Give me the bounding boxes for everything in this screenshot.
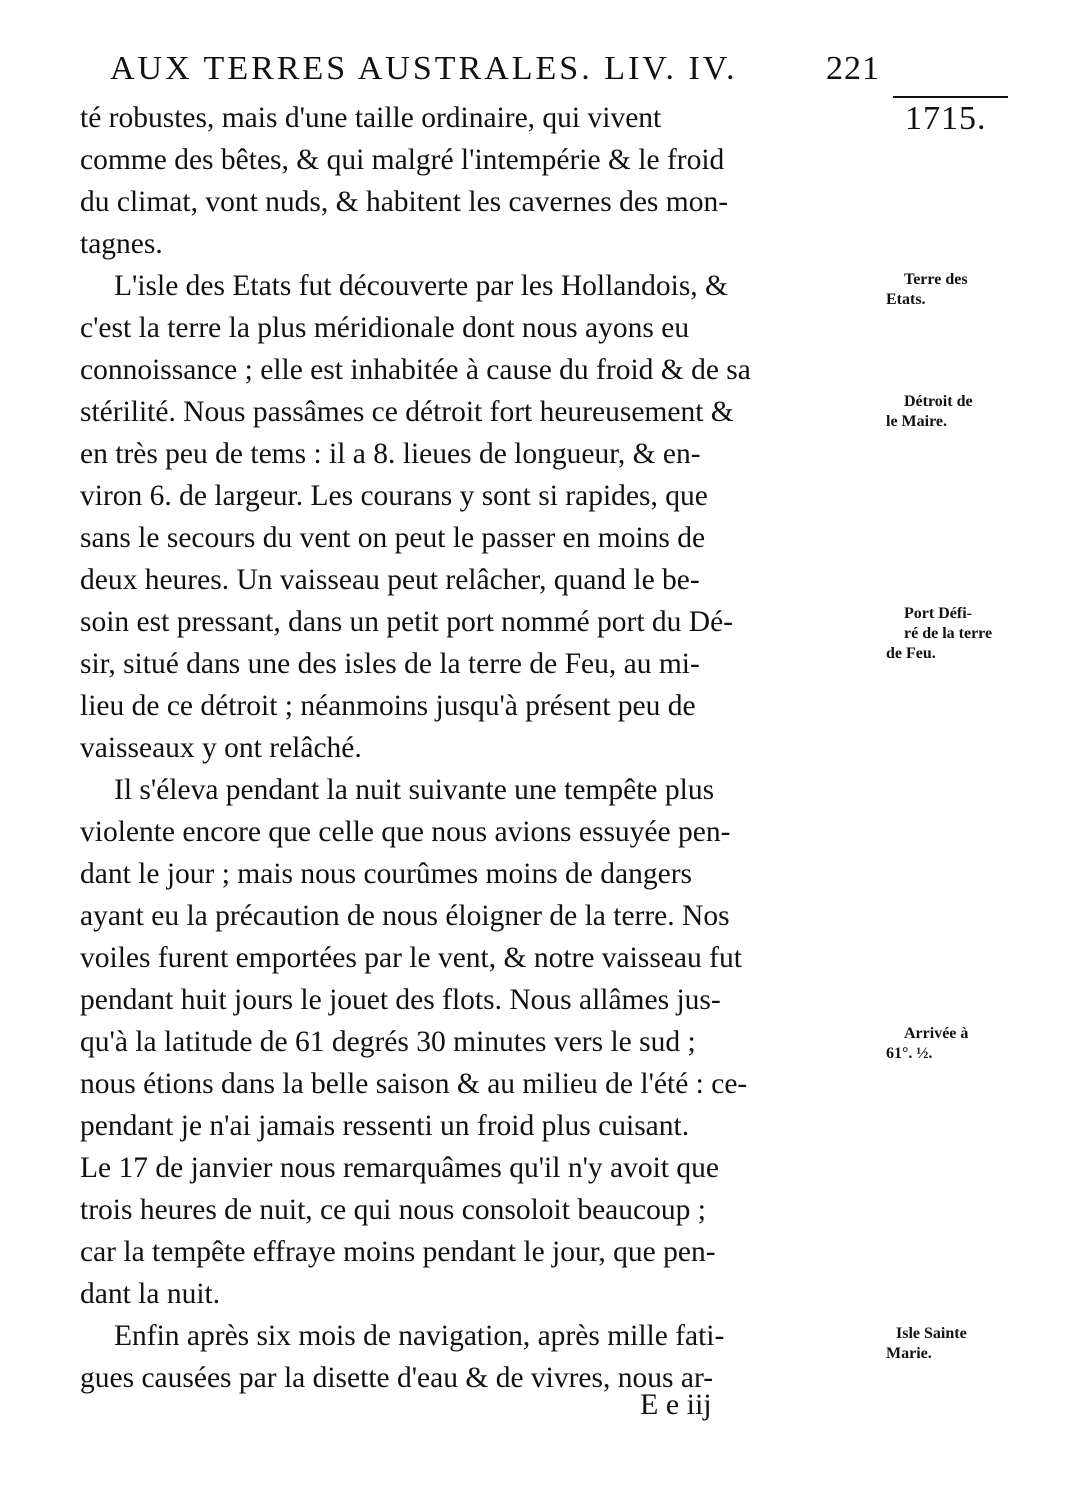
text-line: Il s'éleva pendant la nuit suivante une tempête plus <box>114 774 715 806</box>
text-line: viron 6. de largeur. Les courans y sont si rapides, que <box>80 480 708 512</box>
margin-note-line: Port Défi- <box>904 605 972 622</box>
text-line: car la tempête effraye moins pendant le jour, que pen- <box>80 1236 716 1268</box>
text-line: ayant eu la précaution de nous éloigner de la terre. Nos <box>80 900 730 932</box>
year-rule <box>893 96 1008 98</box>
margin-note-line: Détroit de <box>904 393 973 410</box>
text-line: en très peu de tems : il a 8. lieues de longueur, & en- <box>80 438 701 470</box>
margin-note-line: Terre des <box>904 271 968 288</box>
text-line: dant le jour ; mais nous courûmes moins de dangers <box>80 858 693 890</box>
text-line: lieu de ce détroit ; néanmoins jusqu'à présent peu de <box>80 690 696 722</box>
text-line: nous étions dans la belle saison & au milieu de l'été : ce- <box>80 1068 748 1100</box>
text-line: pendant huit jours le jouet des flots. Nous allâmes jus- <box>80 984 721 1016</box>
text-line: sans le secours du vent on peut le passer en moins de <box>80 522 706 554</box>
running-title: AUX TERRES AUSTRALES. LIV. IV. <box>110 50 738 87</box>
page-number: 221 <box>826 50 880 87</box>
margin-note-line: le Maire. <box>886 413 948 430</box>
running-head <box>110 50 890 88</box>
text-line: stérilité. Nous passâmes ce détroit fort heureusement & <box>80 396 734 428</box>
text-line: soin est pressant, dans un petit port nommé port du Dé- <box>80 606 733 638</box>
text-line: qu'à la latitude de 61 degrés 30 minutes vers le sud ; <box>80 1026 696 1058</box>
text-line: gues causées par la disette d'eau & de vivres, nous ar- <box>80 1362 714 1394</box>
text-line: tagnes. <box>80 228 163 260</box>
text-line: trois heures de nuit, ce qui nous consoloit beaucoup ; <box>80 1194 706 1226</box>
margin-note-line: Arrivée à <box>904 1025 969 1042</box>
margin-note-line: Isle Sainte <box>896 1325 967 1342</box>
text-line: voiles furent emportées par le vent, & notre vaisseau fut <box>80 942 742 974</box>
margin-note-port-desire <box>886 604 1084 664</box>
margin-note-line: de Feu. <box>886 645 936 662</box>
text-line: Enfin après six mois de navigation, après mille fati- <box>114 1320 725 1352</box>
text-line: comme des bêtes, & qui malgré l'intempérie & le froid <box>80 144 725 176</box>
margin-note-line: Etats. <box>886 291 926 308</box>
margin-note-arrivee <box>886 1024 1084 1064</box>
text-line: vaisseaux y ont relâché. <box>80 732 362 764</box>
margin-note-line: Marie. <box>886 1345 932 1362</box>
text-line: té robustes, mais d'une taille ordinaire, qui vivent <box>80 102 662 134</box>
signature-mark: E e iij <box>640 1388 712 1421</box>
text-line: sir, situé dans une des isles de la terre de Feu, au mi- <box>80 648 700 680</box>
text-line: dant la nuit. <box>80 1278 221 1310</box>
margin-note-terre-des-etats <box>886 270 1084 310</box>
margin-note-line: ré de la terre <box>904 625 993 642</box>
text-line: violente encore que celle que nous avions essuyée pen- <box>80 816 731 848</box>
text-line: Le 17 de janvier nous remarquâmes qu'il n'y avoit que <box>80 1152 719 1184</box>
margin-note-line: 61°. ½. <box>886 1045 933 1062</box>
text-line: L'isle des Etats fut découverte par les Hollandois, & <box>114 270 728 302</box>
text-line: du climat, vont nuds, & habitent les cavernes des mon- <box>80 186 729 218</box>
text-line: connoissance ; elle est inhabitée à cause du froid & de sa <box>80 354 751 386</box>
margin-year: 1715. <box>905 100 987 137</box>
text-line: deux heures. Un vaisseau peut relâcher, quand le be- <box>80 564 700 596</box>
text-line: pendant je n'ai jamais ressenti un froid plus cuisant. <box>80 1110 690 1142</box>
margin-note-isle-sainte-marie <box>886 1324 1084 1364</box>
margin-note-detroit-le-maire <box>886 392 1084 432</box>
text-line: c'est la terre la plus méridionale dont nous ayons eu <box>80 312 690 344</box>
